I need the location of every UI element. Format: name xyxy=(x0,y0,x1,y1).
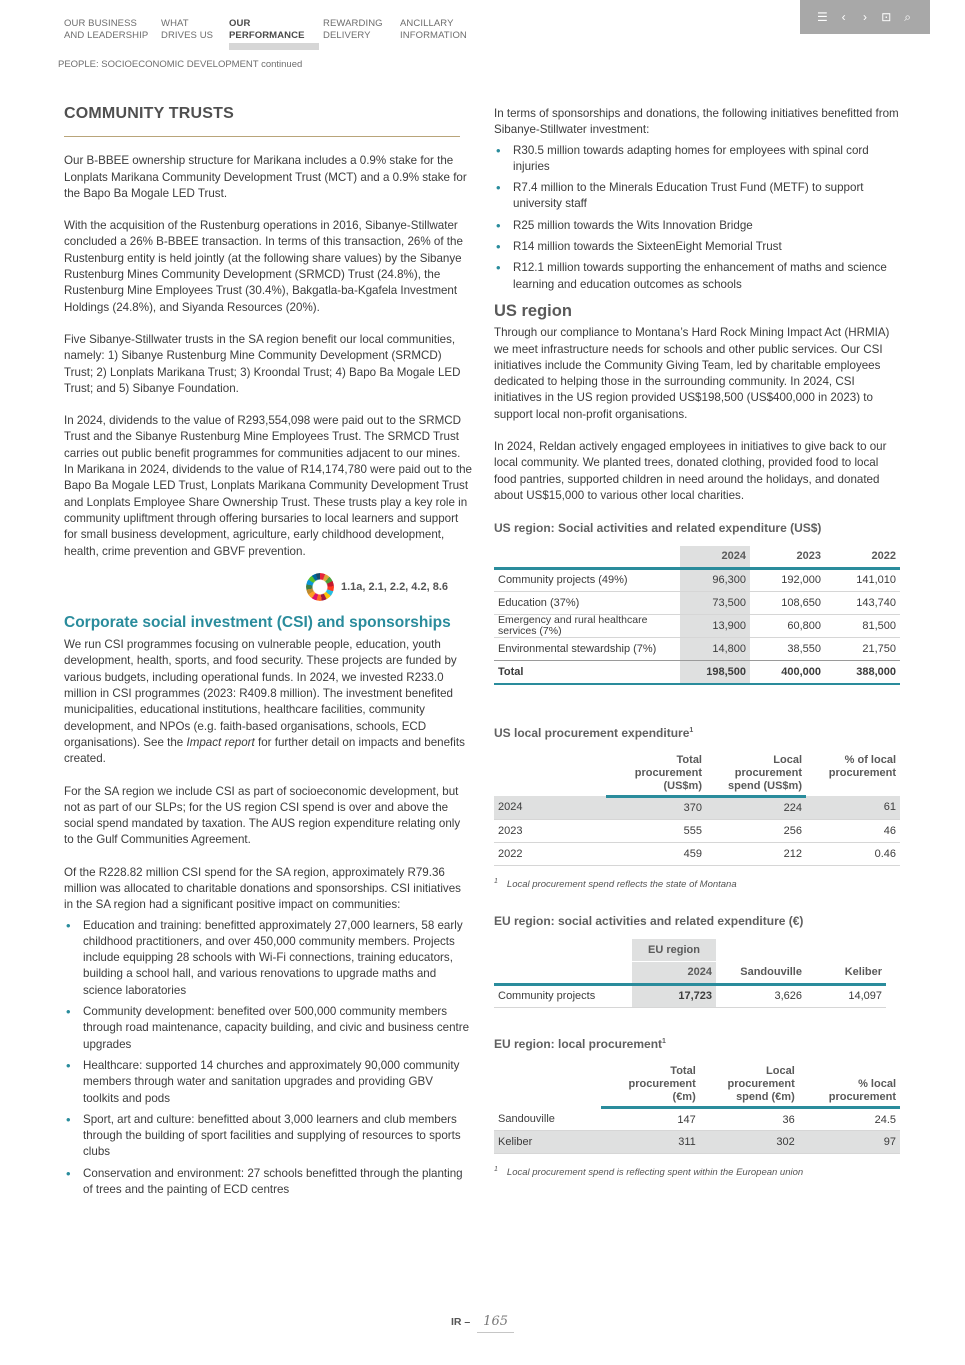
cell: 60,800 xyxy=(750,615,825,638)
header-cell: Local procurement spend (€m) xyxy=(700,1061,799,1108)
table-row xyxy=(494,1131,900,1154)
table-title xyxy=(494,1034,900,1052)
community-trusts-heading: COMMUNITY TRUSTS xyxy=(64,105,235,122)
nav-ancillary-information[interactable] xyxy=(400,18,480,50)
row-label: Community projects xyxy=(494,985,632,1008)
row-label: 2023 xyxy=(494,819,606,842)
text: for further detail on impacts and benefits created. xyxy=(64,735,465,766)
footnote-marker: 1 xyxy=(662,1038,666,1046)
title-text: EU region: local procurement xyxy=(494,1037,663,1052)
header-cell: Total procurement (US$m) xyxy=(606,750,706,797)
cell: 14,097 xyxy=(806,985,886,1008)
us-local-procurement-table xyxy=(494,750,900,866)
cell: 21,750 xyxy=(862,642,896,655)
sponsorship-list xyxy=(494,143,900,293)
sdg-wheel-icon xyxy=(306,573,334,601)
cell: 459 xyxy=(606,842,706,865)
cell: 311 xyxy=(601,1131,700,1154)
cell: 13,900 xyxy=(680,615,750,638)
page-number: 165 xyxy=(477,1314,514,1333)
table-row xyxy=(494,985,886,1008)
footnote-marker: 1 xyxy=(689,726,694,734)
footnote-text: Local procurement spend reflects the state of Montana xyxy=(506,878,737,890)
table-row xyxy=(494,819,900,842)
cell: 400,000 xyxy=(750,661,825,684)
chevron-right-icon[interactable]: › xyxy=(862,10,867,24)
paragraph: In 2024, dividends to the value of R293,554,098 were paid out to the SRMCD Trust and the Sibanye Rustenburg Mine Employees Trust. The SRMCD Trust carries out public benefit programmes for communities adjacent to our mines. In Marikana in 2024, dividends to the value of R14,174,780 were paid out to the Bapo Ba Mogale LED Trust, Lonplats Marikana Community Development Trust and Lonplats Employee Share Ownership Trust. These trusts play a key role in community upliftment through offering bursaries to local learners and support for small business development, agriculture, early childhood development, health, crime prevention and GBVF prevention. xyxy=(64,414,472,558)
header-cell: 2023 xyxy=(750,546,825,569)
sdg-reference xyxy=(64,573,448,601)
nav-label: AND LEADERSHIP xyxy=(64,29,149,41)
nav-rewarding-delivery[interactable] xyxy=(323,18,400,50)
paragraph: Our B-BBEE ownership structure for Marikana includes a 0.9% stake for the Lonplats Marikana Community Development Trust (MCT) and a 0.9% stake for the Bapo Ba Mogale LED Trust. xyxy=(64,154,467,200)
csi-heading: Corporate social investment (CSI) and sponsorships xyxy=(64,613,451,631)
left-column xyxy=(64,104,472,1203)
cell: 108,650 xyxy=(750,592,825,615)
paragraph: In 2024, Reldan actively engaged employees in initiatives to give back to our local community. We planted trees, donated clothing, provided food to local food pantries, supported children in need around the holidays, and donated about US$15,000 to various other local charities. xyxy=(494,440,887,502)
cell: 38,550 xyxy=(787,642,821,655)
cell: 24.5 xyxy=(799,1108,900,1131)
cell: 61 xyxy=(806,796,900,819)
footnote-text: Local procurement spend is reflecting spent within the European union xyxy=(506,1167,804,1179)
paragraph: For the SA region we include CSI as part of socioeconomic development, but not as part of our SLPs; for the US region CSI spend is over and above the social spend mandated by taxation. The AUS region expenditure relating only to the Gulf Communities Agreement. xyxy=(64,784,461,847)
text: We run CSI programmes focusing on vulnerable people, education, youth development, health, sports, and food security. These projects are funded by various budgets, including operational funds. In 2024, we invested R233.0 million in CSI programmes (2023: R409.8 million). The investment benefited municipalities, educational institutions, healthcare facilities, community development, and NPOs (e.g. faith-based organisations, schools, ECD organisations). See the xyxy=(64,638,457,749)
cell: 302 xyxy=(700,1131,799,1154)
header-cell: 2022 xyxy=(825,546,900,569)
total-row xyxy=(494,661,900,684)
list-item: • Healthcare: supported 14 churches and approximately 90,000 community members through water and sanitation upgrades and providing GBV toolkits and pods xyxy=(64,1058,472,1107)
impact-report-reference: Impact report xyxy=(186,735,255,749)
report-prefix: IR – xyxy=(450,1316,471,1328)
eu-social-expenditure-table xyxy=(494,939,886,1009)
row-label: Emergency and rural healthcare services (7%) xyxy=(494,615,680,638)
cell: 46 xyxy=(806,819,900,842)
eu-local-procurement-table xyxy=(494,1061,900,1154)
footnote-marker: 1 xyxy=(494,1166,498,1174)
table-row xyxy=(494,569,900,592)
nav-label: DELIVERY xyxy=(323,29,371,41)
cell: 224 xyxy=(706,796,806,819)
footnote xyxy=(494,1162,900,1181)
cell: 36 xyxy=(700,1108,799,1131)
cell: 212 xyxy=(706,842,806,865)
breadcrumb: PEOPLE: SOCIOECONOMIC DEVELOPMENT continued xyxy=(58,59,303,70)
us-social-expenditure-table xyxy=(494,546,900,685)
list-item: • R7.4 million to the Minerals Education Trust Fund (METF) to support university staff xyxy=(494,180,900,213)
header-cell xyxy=(494,546,680,569)
row-label: Education (37%) xyxy=(494,592,680,615)
table-row xyxy=(494,1108,900,1131)
table-row xyxy=(494,592,900,615)
right-column xyxy=(494,106,900,1202)
list-item: • Conservation and environment: 27 schools benefitted through the planting of trees and the painting of ECD centres xyxy=(64,1166,472,1199)
cell: 81,500 xyxy=(825,615,900,638)
list-item: • R25 million towards the Wits Innovation Bridge xyxy=(494,218,900,234)
cell: 192,000 xyxy=(750,569,825,592)
header-cell xyxy=(806,939,886,962)
cell: 198,500 xyxy=(680,661,750,684)
nav-label: OUR BUSINESS xyxy=(64,18,137,29)
header-cell: % local procurement xyxy=(799,1061,900,1108)
list-item: • Community development: benefited over 500,000 community members through road maintenance, capacity building, and civic and business centre upgrades xyxy=(64,1004,472,1053)
top-navigation xyxy=(64,18,480,50)
nav-label: PERFORMANCE xyxy=(229,29,305,41)
paragraph: Of the R228.82 million CSI spend for the SA region, approximately R79.36 million was allocated to charitable donations and sponsorships. CSI initiatives in the SA region had a significant positive impact on communities: xyxy=(64,865,461,912)
nav-label: DRIVES US xyxy=(161,29,214,41)
chevron-left-icon[interactable]: ‹ xyxy=(841,10,846,24)
cell: 147 xyxy=(601,1108,700,1131)
header-cell xyxy=(716,939,806,962)
cell: 96,300 xyxy=(680,569,750,592)
row-label: Sandouville xyxy=(494,1108,601,1131)
header-cell: Total procurement (€m) xyxy=(601,1061,700,1108)
nav-label: INFORMATION xyxy=(400,29,467,41)
header-cell: 2024 xyxy=(680,546,750,569)
us-region-heading: US region xyxy=(494,301,572,320)
header-cell xyxy=(494,1061,601,1108)
header-cell xyxy=(494,962,632,985)
cell: 3,626 xyxy=(716,985,806,1008)
paragraph: Through our compliance to Montana’s Hard Rock Mining Impact Act (HRMIA) we meet infrastructure needs for schools and other public services. Our CSI initiatives include the Community Giving Team, led by charitable employees dedicated to helping those in the surrounding community. In 2024, CSI initiatives in the US region provided US$198,500 (US$400,000 in 2023) to support local non-profit organisations. xyxy=(494,326,890,421)
row-label: Total xyxy=(494,661,680,684)
nav-label: OUR xyxy=(229,18,251,29)
group-header: EU region xyxy=(632,939,716,962)
cell: 97 xyxy=(799,1131,900,1154)
cell: 370 xyxy=(606,796,706,819)
cell: 388,000 xyxy=(825,661,900,684)
cell: 73,500 xyxy=(680,592,750,615)
nav-our-performance[interactable] xyxy=(229,18,319,50)
nav-label: ANCILLARY xyxy=(400,18,454,29)
header-cell: Sandouville xyxy=(716,962,806,985)
table-row xyxy=(494,638,900,661)
header-cell: % of local procurement xyxy=(828,753,896,779)
cell: 17,723 xyxy=(632,985,716,1008)
cell: 14,800 xyxy=(680,638,750,661)
row-label: 2022 xyxy=(494,842,606,865)
page-footer xyxy=(0,1314,965,1329)
header-cell xyxy=(494,939,632,962)
cell: 555 xyxy=(606,819,706,842)
cell: 143,740 xyxy=(825,592,900,615)
list-item: • R12.1 million towards supporting the enhancement of maths and science learning and education outcomes as schools xyxy=(494,260,900,293)
toolbar xyxy=(800,0,930,34)
nav-label: REWARDING xyxy=(323,18,383,29)
table-title xyxy=(494,723,900,741)
header-cell xyxy=(494,750,606,797)
row-label: Keliber xyxy=(494,1131,601,1154)
header-cell: Keliber xyxy=(806,962,886,985)
list-item: • R14 million towards the SixteenEight Memorial Trust xyxy=(494,239,900,255)
list-item: • Education and training: benefitted approximately 27,000 learners, 58 early childhood practitioners, and over 450,000 community members. Projects include equipping 28 schools with Wi-Fi connections, training educators, building a school hall, and various renovations to upgrade maths and science laboratories xyxy=(64,918,472,999)
paragraph xyxy=(64,637,472,767)
csi-impact-list xyxy=(64,918,472,1199)
header-cell: Local procurement spend (US$m) xyxy=(706,750,806,797)
row-label: Community projects (49%) xyxy=(494,569,680,592)
footnote-marker: 1 xyxy=(494,877,498,885)
footnote xyxy=(494,874,900,893)
table-title: US region: Social activities and related expenditure (US$) xyxy=(494,521,822,536)
paragraph: Five Sibanye-Stillwater trusts in the SA region benefit our local communities, namely: 1) Sibanye Rustenburg Mine Community Development (SRMCD) Trust; 2) Lonplats Marikana Trust; 3) Kroondal Trust; 4) Bapo Ba Mogale LED Trust; and 5) Sibanye Foundation. xyxy=(64,332,461,395)
table-row xyxy=(494,615,900,638)
paragraph: With the acquisition of the Rustenburg operations in 2016, Sibanye-Stillwater concluded a 26% B-BBEE transaction. In terms of this transaction, 26% of the Rustenburg entity is held jointly (at the following share values) by the Sibanye Rustenburg Mines Community Development (SRMCD) Trust (24.8%), the Rustenburg Mine Employees Trust (30.4%), Bakgatla-ba-Kgafela Investment Holdings (24.8%), and Siyanda Resources (20%). xyxy=(64,219,463,314)
nav-our-business[interactable] xyxy=(64,18,161,50)
nav-label: WHAT xyxy=(161,18,189,29)
header-cell: 2024 xyxy=(632,962,716,985)
paragraph: In terms of sponsorships and donations, the following initiatives benefitted from Sibanye-Stillwater investment: xyxy=(494,107,899,137)
table-row xyxy=(494,796,900,819)
bookmark-icon[interactable]: ⊡ xyxy=(881,10,892,24)
list-item: • R30.5 million towards adapting homes for employees with spinal cord injuries xyxy=(494,143,900,176)
nav-what-drives-us[interactable] xyxy=(161,18,229,50)
menu-icon[interactable]: ☰ xyxy=(816,10,828,24)
table-row xyxy=(494,842,900,865)
cell: 256 xyxy=(706,819,806,842)
table-title: EU region: social activities and related expenditure (€) xyxy=(494,914,804,929)
row-label: Environmental stewardship (7%) xyxy=(498,642,657,655)
divider xyxy=(64,136,460,137)
sdg-goals: 1.1a, 2.1, 2.2, 4.2, 8.6 xyxy=(340,580,448,593)
search-icon[interactable]: ⌕ xyxy=(904,10,911,24)
cell: 141,010 xyxy=(825,569,900,592)
row-label: 2024 xyxy=(494,796,606,819)
cell: 0.46 xyxy=(806,842,900,865)
title-text: US local procurement expenditure xyxy=(494,725,690,740)
list-item: • Sport, art and culture: benefitted about 3,000 learners and club members through the building of sport facilities and supplying of resources to sports clubs xyxy=(64,1112,472,1161)
